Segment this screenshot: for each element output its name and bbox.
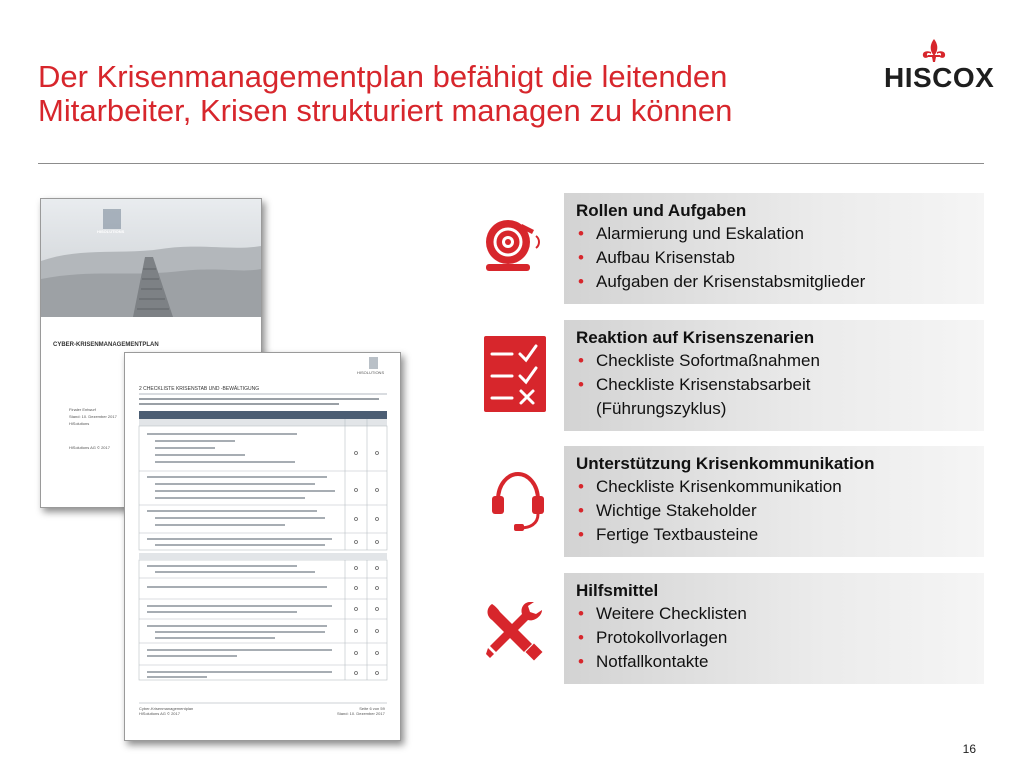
list-item: • Checkliste Krisenstabsarbeit (Führungszyklus) <box>576 373 876 421</box>
checklist-brand: HISOLUTIONS <box>357 370 385 375</box>
checklist-footer-left: Cyber-Krisenmanagementplan HiSolutions AG © 2017 <box>139 706 194 716</box>
panel-rollen-aufgaben <box>564 193 984 304</box>
cover-meta-2: Stand: 10. Dezember 2017 <box>69 414 117 419</box>
panel-heading: Reaktion auf Krisenszenarien <box>576 328 815 347</box>
list-item: • Checkliste Sofortmaßnahmen <box>576 349 972 373</box>
list-item: • Notfallkontakte <box>576 650 972 674</box>
panel-heading: Hilfsmittel <box>576 581 659 600</box>
list-item: • Alarmierung und Eskalation <box>576 222 972 246</box>
cover-brand: HISOLUTIONS <box>97 229 125 234</box>
title-divider <box>38 163 984 164</box>
panel-hilfsmittel <box>564 573 984 684</box>
list-item: • Fertige Textbausteine <box>576 523 972 547</box>
checklist-icon <box>484 336 546 412</box>
list-item: • Wichtige Stakeholder <box>576 499 972 523</box>
slide-title-line2: Mitarbeiter, Krisen strukturiert managen zu können <box>38 93 733 128</box>
panel-heading: Unterstützung Krisenkommunikation <box>576 454 875 473</box>
checklist-footer-right: Seite 6 von 59 Stand: 10. Dezember 2017 <box>337 706 385 716</box>
tools-icon <box>484 600 546 662</box>
cover-meta-1: Finaler Entwurf <box>69 407 96 412</box>
document-checklist-thumbnail <box>124 352 401 741</box>
page-number: 16 <box>962 742 976 756</box>
cover-meta-3: HiSolutions <box>69 421 90 426</box>
logo-wordmark: HISCOX <box>884 62 995 93</box>
cover-heading: CYBER-KRISENMANAGEMENTPLAN <box>53 342 159 348</box>
list-item: • Weitere Checklisten <box>576 602 972 626</box>
panel-reaktion-krisenszenarien <box>564 320 984 431</box>
list-item: • Aufbau Krisenstab <box>576 246 972 270</box>
alarm-bell-icon <box>480 212 548 282</box>
panel-krisenkommunikation <box>564 446 984 557</box>
checklist-heading: 2 CHECKLISTE KRISENSTAB UND -BEWÄLTIGUNG <box>139 386 260 392</box>
checklist-table-graphic <box>125 353 400 740</box>
cover-meta-4: HiSolutions AG © 2017 <box>69 445 110 450</box>
fleur-de-lis-icon <box>884 38 984 64</box>
list-item: • Checkliste Krisenkommunikation <box>576 475 972 499</box>
list-item: • Protokollvorlagen <box>576 626 972 650</box>
slide-title <box>38 60 838 128</box>
headset-icon <box>490 470 546 532</box>
slide-title-line1: Der Krisenmanagementplan befähigt die leitenden <box>38 59 728 94</box>
list-item: • Aufgaben der Krisenstabsmitglieder <box>576 270 972 294</box>
panel-heading: Rollen und Aufgaben <box>576 201 747 220</box>
hiscox-logo <box>884 38 995 94</box>
